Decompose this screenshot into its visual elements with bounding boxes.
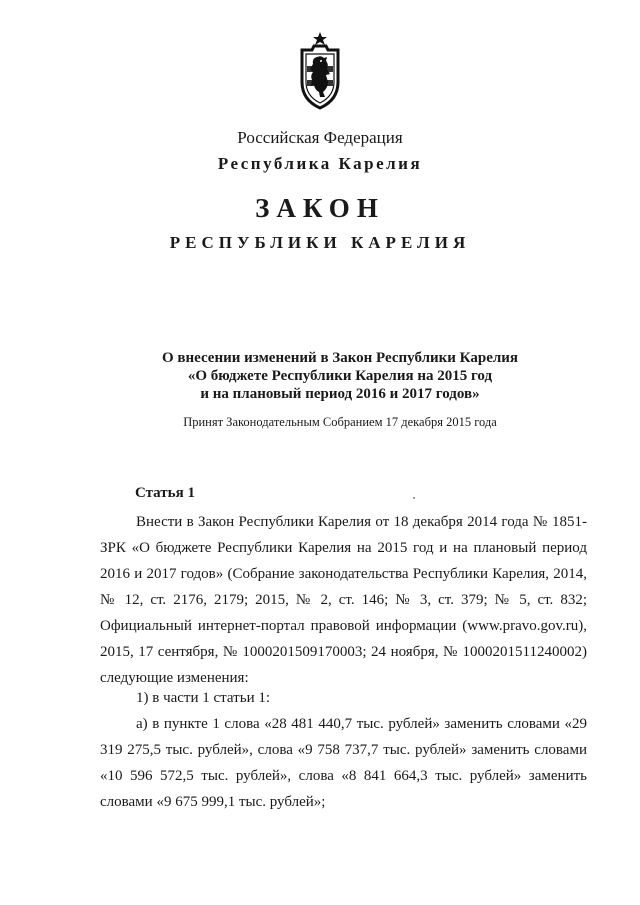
document-type-heading: ЗАКОН [255, 193, 385, 223]
adoption-note: Принят Законодательным Собранием 17 декабря 2015 года [183, 415, 497, 429]
republic-name: Республика Карелия [217, 154, 423, 173]
body-paragraph: 1) в части 1 статьи 1: [136, 690, 271, 706]
document-issuer-heading: РЕСПУБЛИКИ КАРЕЛИЯ [169, 233, 471, 252]
law-title-line: О внесении изменений в Закон Республики Карелия [161, 350, 519, 366]
article-heading: Статья 1 [135, 485, 195, 501]
law-title-line: и на плановый период 2016 и 2017 годов» [200, 386, 480, 402]
karelia-coat-of-arms-icon [294, 30, 346, 110]
body-paragraph: Внести в Закон Республики Карелия от 18 декабря 2014 года № 1851-ЗРК «О бюджете Республики Карелия на 2015 год и на плановый период 2016 и 2017 годов» (Собрание законодательства Республики Карелия, 2014, № 12, ст. 2176, 2179; 2015, № 2, ст. 146; № 3, ст. 379; № 5, ст. 832; Официальный интернет-портал правовой информации (www.pravo.gov.ru), 2015, 17 сентября, № 1000201509170003; 24 ноября, № 1000201511240002) следующие изменения: [100, 514, 587, 686]
law-title [20, 349, 640, 403]
law-title-line: «О бюджете Республики Карелия на 2015 год [187, 368, 493, 384]
country-name: Российская Федерация [237, 128, 403, 147]
body-paragraph: а) в пункте 1 слова «28 481 440,7 тыс. рублей» заменить словами «29 319 275,5 тыс. рублей», слова «9 758 737,7 тыс. рублей» заменить словами «10 596 572,5 тыс. рублей», слова «8 841 664,3 тыс. рублей» заменить словами «9 675 999,1 тыс. рублей»; [100, 716, 587, 810]
scan-speck [413, 497, 415, 499]
